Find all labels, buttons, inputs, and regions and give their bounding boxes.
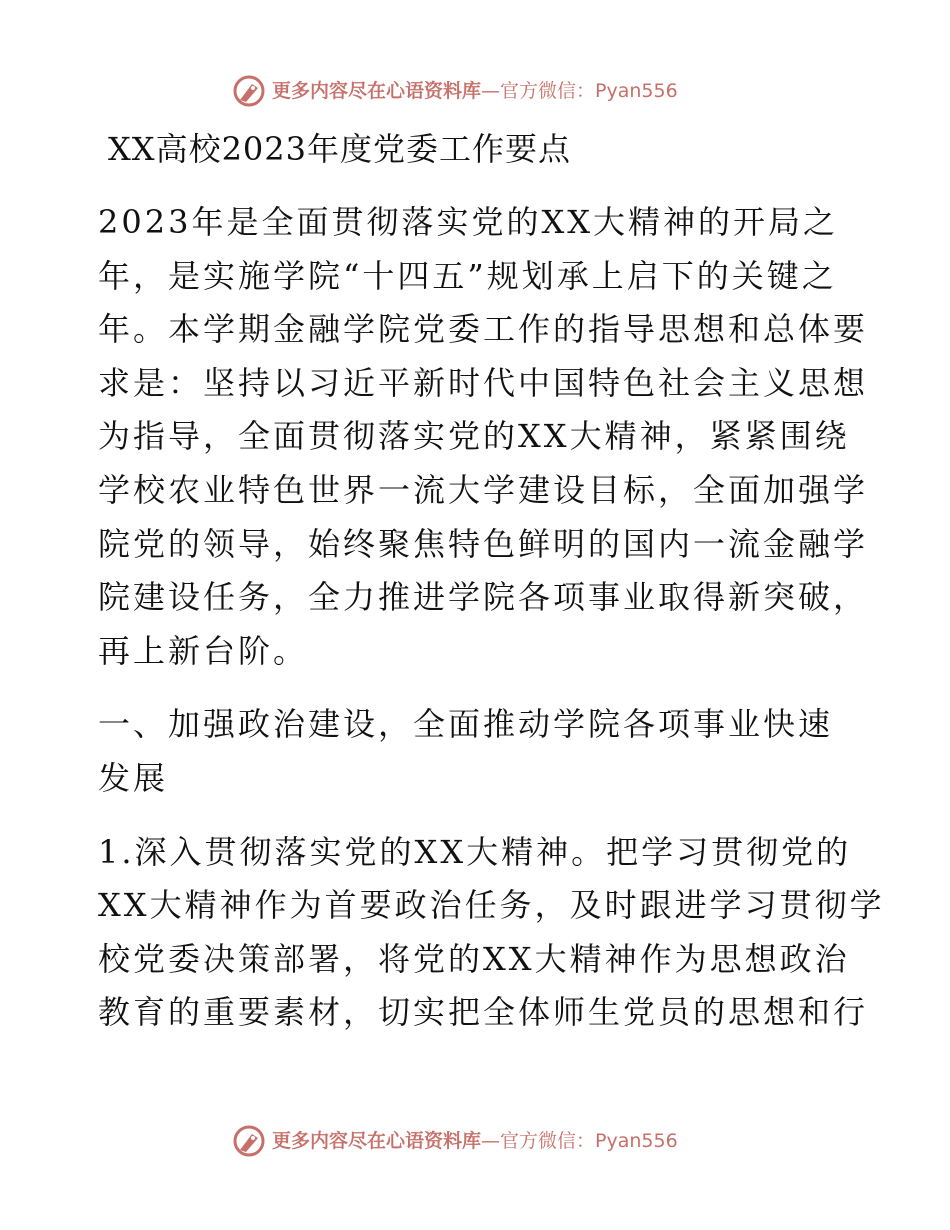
paragraph-line: 为指导，全面贯彻落实党的XX大精神，紧紧围绕 [98,417,850,456]
paragraph-item-1 [98,826,885,1040]
watermark-channel: 官方微信： [500,80,596,102]
watermark-channel: 官方微信： [500,1130,596,1152]
paragraph-line: 院建设任务，全力推进学院各项事业取得新突破， [98,578,869,617]
paragraph-line: 发展 [98,758,169,797]
document-body [98,124,885,1060]
paragraph-line: 院党的领导，始终聚焦特色鲜明的国内一流金融学 [98,524,869,563]
paragraph-line: 再上新台阶。 [98,631,309,670]
paragraph-line: 1.深入贯彻落实党的XX大精神。把学习贯彻党的 [98,832,852,871]
watermark-dash: — [481,1130,501,1152]
pen-nib-circle-icon [232,74,266,108]
watermark-footer [232,1124,678,1158]
watermark-id: Pyan556 [595,80,678,102]
watermark-brand: 更多内容尽在心语资料库 [272,80,482,102]
paragraph-line: 2023年是全面贯彻落实党的XX大精神的开局之 [98,203,839,241]
paragraph-line: 校党委决策部署，将党的XX大精神作为思想政治 [98,939,850,978]
section-heading-1 [98,698,868,805]
paragraph-line: 教育的重要素材，切实把全体师生党员的思想和行 [98,993,869,1032]
watermark-id: Pyan556 [595,1130,678,1152]
paragraph-intro [98,196,868,678]
paragraph-line: 学校农业特色世界一流大学建设目标，全面加强学 [98,470,869,509]
watermark-dash: — [481,80,501,102]
paragraph-line: 年，是实施学院“十四五”规划承上启下的关键之 [98,256,837,295]
paragraph-line: 一、加强政治建设，全面推动学院各项事业快速 [98,705,834,744]
paragraph-line: 年。本学期金融学院党委工作的指导思想和总体要 [98,310,869,349]
paragraph-line: XX大精神作为首要政治任务，及时跟进学习贯彻学 [98,886,885,925]
watermark-brand: 更多内容尽在心语资料库 [272,1130,482,1152]
pen-nib-circle-icon [232,1124,266,1158]
paragraph-line: 求是：坚持以习近平新时代中国特色社会主义思想 [98,363,869,402]
watermark-header [232,74,678,108]
document-title: XX高校2023年度党委工作要点 [108,130,572,168]
